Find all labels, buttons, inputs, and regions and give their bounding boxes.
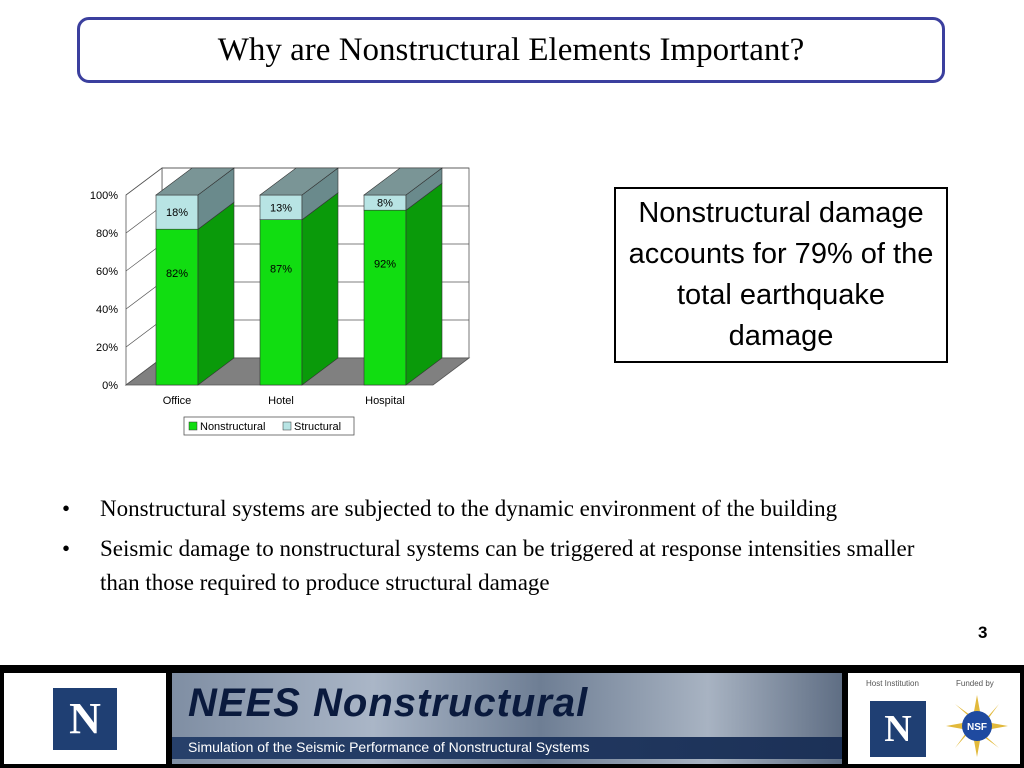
- data-label-structural: 13%: [269, 202, 293, 215]
- bar-group: [364, 168, 442, 385]
- damage-chart: [70, 160, 490, 445]
- bar-nonstructural: [260, 220, 302, 385]
- callout-box: [614, 187, 948, 363]
- legend-swatch-nonstructural: [189, 422, 197, 430]
- sponsor-panel: [848, 673, 1020, 764]
- x-category-label: Office: [162, 395, 192, 407]
- page-number: 3: [978, 623, 988, 642]
- nees-banner: [172, 673, 842, 764]
- bullet-list: [52, 492, 932, 606]
- bullet-item: [52, 492, 932, 526]
- y-tick-label: 40%: [95, 304, 118, 316]
- bullet-dot: •: [62, 496, 71, 521]
- legend-swatch-structural: [283, 422, 291, 430]
- banner-title: NEES Nonstructural: [188, 681, 589, 725]
- university-logo: N: [53, 688, 117, 750]
- bar-group: [260, 168, 338, 385]
- bar-nonstructural-side: [302, 193, 338, 385]
- footer-logo-panel: [4, 673, 166, 764]
- y-tick-label: 100%: [89, 190, 118, 202]
- callout-text: Nonstructural damage accounts for 79% of the total earthquake damage: [628, 197, 934, 352]
- chart-legend: [184, 417, 354, 435]
- y-tick-label: 20%: [95, 342, 118, 354]
- data-label-nonstructural: 87%: [269, 263, 293, 276]
- footer: [0, 665, 1024, 768]
- nsf-text: NSF: [967, 722, 987, 733]
- data-label-nonstructural: 92%: [373, 258, 397, 271]
- bullet-text: Seismic damage to nonstructural systems can be triggered at response intensities smaller than those required to produce structural damage: [100, 536, 915, 595]
- banner-subtitle: Simulation of the Seismic Performance of Nonstructural Systems: [188, 739, 590, 755]
- bullet-dot: •: [62, 536, 71, 561]
- legend-label-structural: Structural: [294, 421, 342, 433]
- host-logo: N: [870, 701, 926, 757]
- bar-nonstructural: [364, 210, 406, 385]
- funded-by-label: Funded by: [956, 679, 994, 688]
- x-category-label: Hospital: [365, 395, 405, 407]
- data-label-structural: 18%: [165, 207, 189, 220]
- bar-nonstructural: [156, 229, 198, 385]
- y-tick-label: 60%: [95, 266, 118, 278]
- nsf-logo-icon: [946, 695, 1008, 757]
- slide-title: Why are Nonstructural Elements Important?: [217, 31, 805, 68]
- x-category-label: Hotel: [268, 395, 294, 407]
- bar-nonstructural-side: [198, 202, 234, 385]
- data-label-nonstructural: 82%: [165, 268, 189, 281]
- host-institution-label: Host Institution: [866, 679, 919, 688]
- y-tick-label: 80%: [95, 228, 118, 240]
- legend-label-nonstructural: Nonstructural: [200, 421, 266, 433]
- bar-nonstructural-side: [406, 183, 442, 385]
- bar-group: [156, 168, 234, 385]
- bullet-text: Nonstructural systems are subjected to the dynamic environment of the building: [100, 496, 838, 521]
- bullet-item: [52, 532, 932, 600]
- title-box: [77, 17, 945, 83]
- data-label-structural: 8%: [377, 197, 393, 210]
- y-tick-label: 0%: [102, 380, 118, 392]
